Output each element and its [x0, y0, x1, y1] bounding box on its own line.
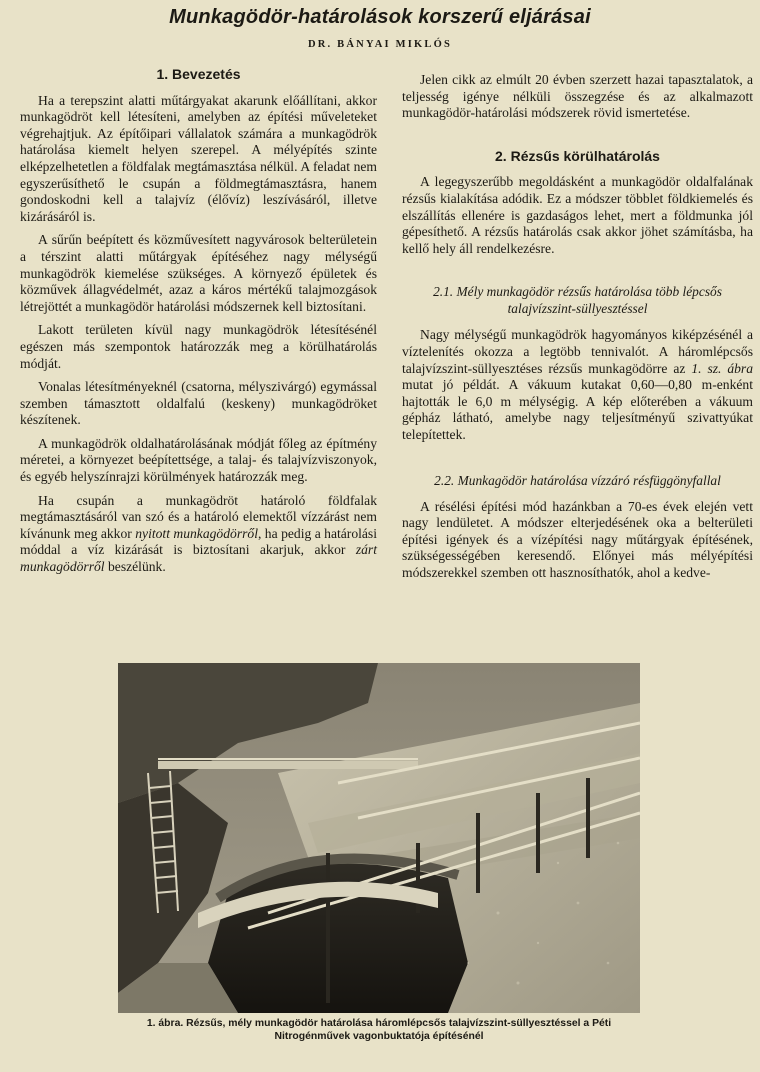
section-1-paragraph-2: A sűrűn beépített és közművesített nagyvárosok belterületein a térszint alatti műtárgyak építéséhez nagy mélységű munkagödrök kiemelése szükséges. A környező épületek és közművek állagvédelmét, azaz a káros mértékű talajmozgások létrejöttét a munkagödör határolási módszernek kell biztosítani.: [20, 232, 377, 314]
article-title: Munkagödör-határolások korszerű eljárásai: [169, 6, 591, 28]
article-author: DR. BÁNYAI MIKLÓS: [307, 39, 453, 50]
left-column: [20, 66, 377, 583]
p6-text-b: , ha pedig a határolási móddal a víz kizárását is biztosítani akarjuk, akkor: [20, 525, 377, 558]
figure-1-caption: 1. ábra. Rézsűs, mély munkagödör határolása háromlépcsős talajvízszint-süllyesztéssel a Péti Nitrogénművek vagonbuktatója építésénél: [146, 1018, 612, 1042]
section-2-2-paragraph-1: A résélési építési mód hazánkban a 70-es évek elején vett nagy lendületet. A módszer elterjedésének oka a belterületi építési igények és a vízépítési nagy műtárgyak építésének, szükségességében keresendő. Előnyei más mélyépítési módszerekkel szemben ott hasznosíthatók, ahol a kedve-: [402, 498, 753, 580]
section-1-paragraph-6: [20, 493, 377, 576]
figure-1-photo: [118, 663, 640, 1013]
right-column: [402, 72, 753, 588]
section-2-paragraph-1: A legegyszerűbb megoldásként a munkagödör oldalfalának rézsűs kialakítása adódik. Ez a módszer többlet földkiemelés és elszállítás ellenére is gazdaságos lehet, mert a földmunka jól gépesíthető. A rézsűs határolás csak akkor jöhet számításba, ha kellő hely áll rendelkezésre.: [402, 174, 753, 256]
section-2-1-paragraph-1: [402, 327, 753, 443]
section-1-paragraph-1: Ha a terepszint alatti műtárgyakat akarunk előállítani, akkor munkagödröt kell létesíteni, amelyben az építési műveleteket végrehajtjuk. Az építőipari vállalatok számára a munkagödrök határolása kiemelt helyen szerepel. A mélyépítés szinte elképzelhetetlen a földfalak megtámasztása nélkül. A feladat nem egyszerűsíthető le csupán a földmegtámasztásra, hanem gondoskodni kell a talajvíz (élővíz) leszívásáról, illetve kizárásáról is.: [20, 92, 377, 224]
intro-continuation: Jelen cikk az elmúlt 20 évben szerzett hazai tapasztalatok, a teljesség igénye nélküli összegzése és az alkalmazott munkagödör-határolási módszerek rövid ismertetése.: [402, 72, 753, 121]
section-1-paragraph-5: A munkagödrök oldalhatárolásának módját főleg az építmény méretei, a környezet beépítettsége, a talaj- és talajvízviszonyok, és egyéb helyszínrajzi körülmények határozzák meg.: [20, 435, 377, 485]
p6-text-c: beszélünk.: [104, 559, 166, 575]
section-2-2-heading: 2.2. Munkagödör határolása vízzáró résfüggönyfallal: [434, 472, 721, 488]
s21-text-b: mutat jó példát. A vákuum kutakat 0,60—0,80 m-enként hajtották le 6,0 m mélységig. A kép előterében a vákuum gépház látható, amelybe nagy teljesítményű szivattyúkat telepítettek.: [402, 377, 753, 442]
section-1-paragraph-3: Lakott területen kívül nagy munkagödrök létesítésénél egészen más szempontok határozzák meg a körülhatárolás módját.: [20, 322, 377, 371]
p6-text-a: Ha csupán a munkagödröt határoló földfalak megtámasztásáról van szó és a határoló elemektől vízzárást nem kívánunk meg akkor: [20, 492, 377, 541]
section-2-heading: 2. Rézsűs körülhatárolás: [495, 147, 660, 164]
section-2-1-heading: 2.1. Mély munkagödör rézsűs határolása több lépcsős talajvízszint-süllyesztéssel: [433, 284, 722, 317]
p6-emphasis-open-pit: nyitott munkagödörről: [135, 525, 258, 541]
s21-figure-reference: 1. sz. ábra: [691, 360, 753, 376]
p6-emphasis-closed-pit: zárt munkagödörről: [20, 542, 377, 575]
excavation-photo-illustration: [118, 663, 640, 1013]
section-1-heading: 1. Bevezetés: [156, 66, 241, 82]
section-1-paragraph-4: Vonalas létesítményeknél (csatorna, mélyszivárgó) egymással szemben támasztott oldalfalú (keskeny) munkagödröket készítenek.: [20, 379, 377, 428]
s21-text-a: Nagy mélységű munkagödrök hagyományos kiképzésénél a víztelenítés okozza a legtöbb tennivalót. A háromlépcsős talajvízszint-süllyesztéses rézsűs munkagödörre az: [402, 327, 753, 376]
